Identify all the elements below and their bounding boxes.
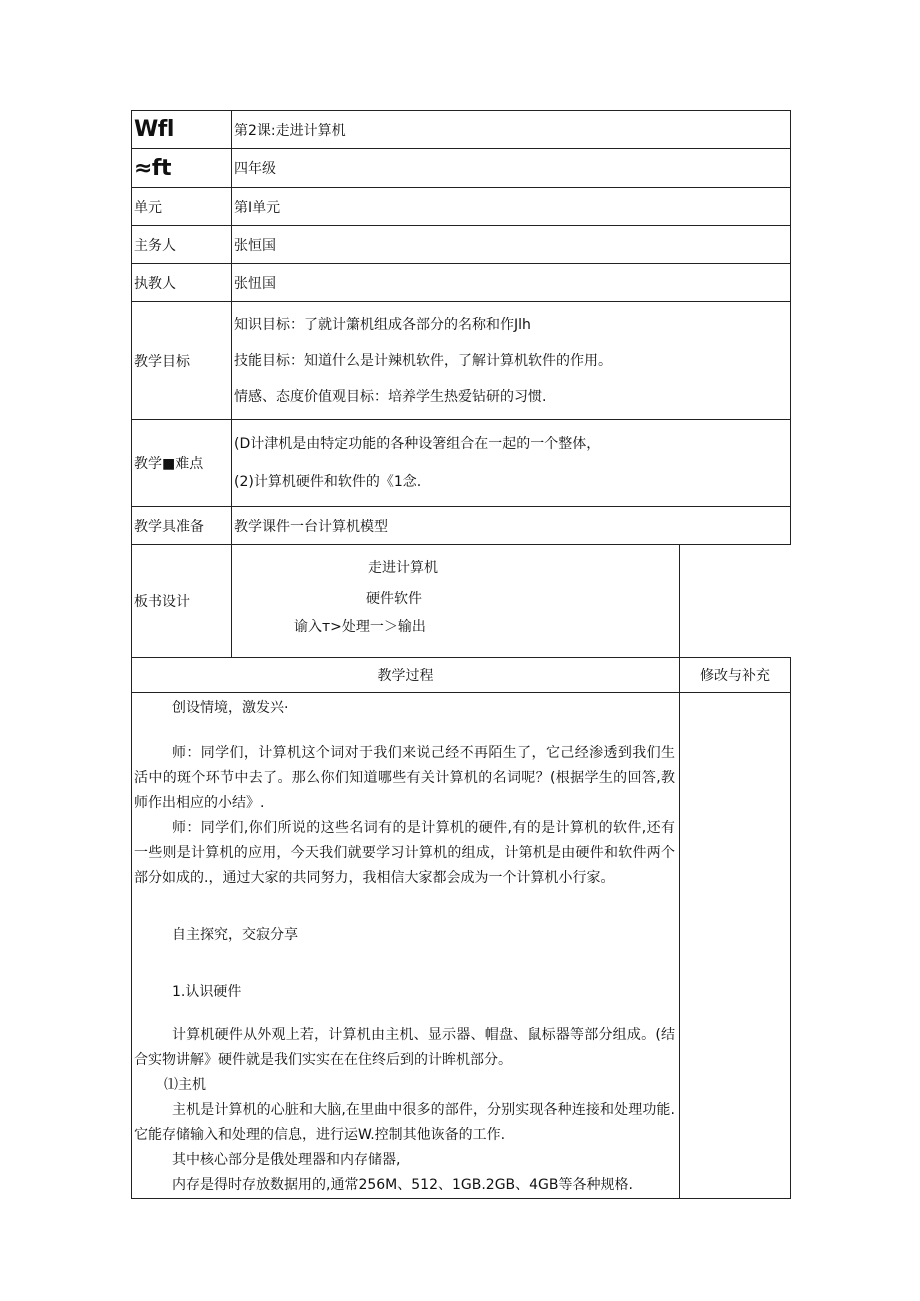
row-process-body — [132, 693, 791, 1199]
board-blank — [680, 545, 791, 658]
revision-notes-cell — [680, 693, 791, 1199]
board-design-content — [232, 545, 680, 658]
objective-attitude: 情感、态度价值观目标：培养学生热爱钻研的习惯. — [234, 388, 547, 405]
subsection-heading: ⑴主机 — [164, 1077, 206, 1093]
objectives-list — [232, 302, 791, 420]
row-materials — [132, 507, 791, 545]
lesson-plan-table — [131, 110, 791, 1199]
row-teacher — [132, 264, 791, 302]
row-label: 教学■难点 — [132, 420, 232, 507]
difficulty-item: (D计津机是由特定功能的各种设箸组合在一起的一个整体， — [234, 436, 601, 452]
row-key-difficulties — [132, 420, 791, 507]
row-unit — [132, 188, 791, 226]
objective-knowledge: 知识目标：了就计簘机组成各部分的名称和作Jlh — [234, 316, 531, 333]
board-title: 走进计算机 — [368, 560, 438, 576]
process-paragraph: 师：同学们，计算机这个词对于我们来说己经不再陌生了，它己经渗透到我们生活中的斑个环节中去了。那么你们知道哪些有关计算机的名词呢？(根据学生的回答,教师作出相应的小结》. — [134, 745, 675, 811]
difficulty-item: (2)计算机硬件和软件的《1念. — [234, 474, 422, 490]
process-paragraph: 其中核心部分是俄处理器和内存储器, — [172, 1152, 401, 1168]
process-body — [132, 693, 680, 1199]
process-paragraph: 师：同学们,你们所说的这些名词有的是计算机的硬件,有的是计算机的软件,还有一些则是计算机的应用，今天我们就要学习计算机的组成，计第机是由硬件和软件两个部分如成的.，通过大家的共同努力，我相信大家都会成为一个计算机小行家。 — [134, 820, 675, 886]
row-preparer — [132, 226, 791, 264]
row-label: ≈ft — [132, 149, 232, 188]
difficulty-list — [232, 420, 791, 507]
row-label: 教学具准备 — [132, 507, 232, 545]
revision-header: 修改与补充 — [680, 658, 791, 693]
objective-skill: 技能目标：知道什么是计辣机软件，了解计算机软件的作用。 — [234, 352, 612, 369]
subsection-heading: 1.认识硬件 — [172, 984, 242, 1000]
process-paragraph: 内存是得时存放数据用的,通常256M、512、1GB.2GB、4GB等各种规格. — [172, 1177, 633, 1193]
row-label: 单元 — [132, 188, 232, 226]
process-header: 教学过程 — [132, 658, 680, 693]
row-label: 执教人 — [132, 264, 232, 302]
process-paragraph: 主机是计算机的心脏和大脑,在里曲中很多的部件，分别实现各种连接和处理功能.它能存储输入和处理的信息，进行运W.控制其他诙备的工作. — [134, 1102, 675, 1143]
row-value: 张恒国 — [232, 226, 791, 264]
row-grade — [132, 149, 791, 188]
row-label: 教学目标 — [132, 302, 232, 420]
row-value: 第2课:走进计算机 — [232, 111, 791, 149]
row-value: 教学课件一台计算机模型 — [232, 507, 791, 545]
row-label: Wfl — [132, 111, 232, 149]
row-objectives — [132, 302, 791, 420]
row-value: 四年级 — [232, 149, 791, 188]
section-heading: 自主探究，交寂分享 — [172, 927, 298, 943]
row-lesson-title — [132, 111, 791, 149]
section-heading: 创设情境，激发兴· — [172, 700, 289, 716]
row-label: 主务人 — [132, 226, 232, 264]
process-paragraph: 计算机硬件从外观上若，计算机由主机、显示器、帽盘、鼠标器等部分组成。(结合实物讲解》硬件就是我们实实在在住终后到的计眸机部分。 — [134, 1027, 675, 1068]
board-line-io-flow: 谕入т>处理一＞输出 — [294, 619, 426, 635]
row-label: 板书设计 — [132, 545, 232, 658]
board-line-hardware-software: 硬件软件 — [366, 591, 422, 607]
row-value: 第I单元 — [232, 188, 791, 226]
lesson-plan-sheet — [131, 110, 790, 1199]
row-process-header — [132, 658, 791, 693]
row-board-design — [132, 545, 791, 658]
row-value: 张忸国 — [232, 264, 791, 302]
